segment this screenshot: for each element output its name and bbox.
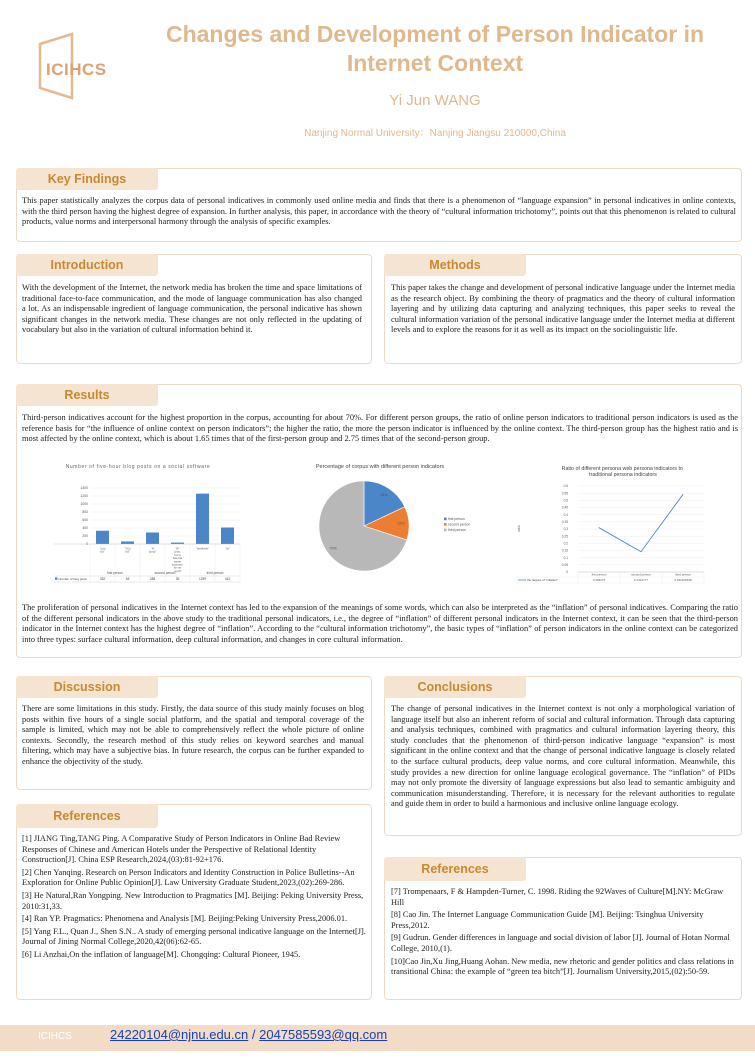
bar-mark (146, 532, 159, 544)
line-ytick-label: 0.6 (563, 484, 568, 489)
introduction-heading: Introduction (16, 254, 158, 276)
bar-value-label: 288 (149, 577, 156, 581)
results-heading: Results (16, 384, 158, 406)
discussion-text: There are some limitations in this study. Firstly, the data source of this study mainly focuses on blog posts within five hours of a single social platform, and the spatial and temporal coverage of the sample is limited, which may not be able to comprehensively reflect the whole picture of online contexts. Secondly, the research method of this study relies on keyword searches and manual filtering, which may have a subjective bias. In future research, the corpus can be further expanded to enhance the objectivity of the study. (22, 704, 364, 766)
line-ytick-label: 0.15 (561, 548, 568, 553)
bar-category-label (100, 547, 106, 554)
bar-category-label (172, 547, 183, 573)
reference-item: [10]Cao Jin,Xu Jing,Huang Aohan. New media, new rhetoric and gender politics and class relations in transitional China: the example of “green tea bitch”[J]. Journalism University,2015,(02):50-59. (391, 956, 734, 977)
pie-legend-label: third person (448, 528, 466, 532)
bar-group-label: third person (206, 571, 224, 575)
line-chart-ylabel: ratio (517, 525, 521, 532)
line-ytick-label: 0 (566, 570, 568, 575)
reference-item: [9] Gudrun. Gender differences in language and social division of labor [J]. Journal of Hotan Normal College, 2010,(1). (391, 933, 730, 953)
bar-category-label (225, 547, 229, 551)
bar-mark (96, 531, 109, 544)
bar-ytick-label: 800 (82, 510, 88, 515)
conclusions-text: The change of personal indicatives in the Internet context is not only a morphological variation of language itself but also an inherent reform of social and cultural information. Through data capturing and analysis techniques, combined with pragmatics and cultural information layering theory, this study concludes that the phenomenon of third-person indicative language “expansion” is most significant in the online context and that the change of personal indicative language is closely related to the surface cultural products, deep value norms, and core cultural information. Meanwhile, this study provides a new direction for online language ecological governance. The “inflation” of PIDs may not only promote the diversity of language expressions but also lead to semantic ambiguity and communication misunderstanding. Therefore, it is necessary for the relevant authorities to regulate and guide them in order to build a harmonious and inclusive online language ecology. (391, 704, 735, 809)
bar-ytick-label: 400 (82, 526, 88, 531)
bar-value-label: 332 (99, 577, 106, 581)
references-left-heading: References (16, 804, 158, 828)
reference-item: [2] Chen Yanqing. Research on Person Indicators and Identity Construction in Police Bulletins--An Exploration for Online Public Opinion[J]. Law University Graduate Student,2023,(02):269-286. (22, 867, 355, 888)
line-ytick-label: 0.2 (563, 541, 568, 546)
methods-text: This paper takes the change and development of personal indicative language under the Internet media as the research object. By combining the theory of pragmatics and the theory of cultural information layering and by utilizing data capturing and analyzing techniques, this paper seeks to reveal the cultural information variation of the personal indicative language under the Internet media at different levels and to explore the reasons for it as well as its impact on the sociolinguistic life. (391, 283, 735, 335)
bar-group-label: second person (154, 571, 176, 575)
bar-value-label: 1259 (198, 577, 207, 581)
line-ytick-label: 0.45 (561, 505, 568, 510)
bar-category-line: (you)” (148, 549, 157, 554)
bar-category-line: pronoun (172, 562, 183, 567)
key-findings-text: This paper statistically analyzes the corpus data of personal indicatives in commonly used online media and finds that there is a phenomenon of “language expansion” in personal indicatives in online contexts, with the third person having the highest degree of expansion. In further analysis, this paper, in accordance with the theory of “cultural information trichotomy”, points out that this phenomenon is related to cultural products, value norms and interpersonal harmony through the analysis of specific examples. (22, 196, 736, 227)
email-link-1[interactable]: 24220104@njnu.edu.cn (110, 1027, 249, 1042)
bar-category-line: “B” (175, 546, 180, 551)
bar-category-line: (you, (174, 549, 181, 554)
discussion-heading: Discussion (16, 676, 158, 698)
pie-value-label: 12% (397, 521, 405, 526)
reference-item: [1] JIANG Ting,TANG Ping. A Comparative Study of Person Indicators in Online Bad Review Responses of Chinese and American Hotels under the Perspective of Relational Identity Construction[J]. China ESP Research,2024,(03):81-92+176. (22, 834, 341, 865)
line-ytick-label: 0.3 (563, 527, 568, 532)
bar-category-line: “she/he/it” (196, 546, 209, 551)
bar-ytick-label: 0 (86, 542, 88, 547)
bar-ytick-label: 200 (82, 534, 88, 539)
pie-legend-swatch (444, 518, 447, 521)
pie-legend-label: first person (448, 517, 465, 521)
line-series-name: the degree of “inflation” (527, 578, 558, 582)
reference-item: [8] Cao Jin. The Internet Language Communication Guide [M]. Beijing: Tsinghua University Press,2012. (391, 910, 704, 930)
footer-contact (110, 1027, 387, 1042)
line-category-label: first person (591, 572, 607, 577)
line-point (599, 527, 600, 528)
references-right-heading: References (384, 857, 526, 881)
line-ytick-label: 0.25 (561, 534, 568, 539)
line-series (599, 494, 683, 551)
line-ytick-label: 0.4 (563, 512, 568, 517)
footer-brand: ICIHCS (38, 1031, 72, 1042)
line-ytick-label: 0.1 (563, 555, 568, 560)
key-findings-heading: Key Findings (16, 168, 158, 190)
line-ytick-label: 0.05 (561, 562, 568, 567)
line-value-label: 0.541166548 (674, 578, 692, 582)
inflation-ratio-line-chart (508, 458, 714, 590)
bar-ytick-label: 1400 (80, 486, 88, 491)
person-share-pie-chart (292, 458, 492, 590)
email-separator: / (248, 1027, 260, 1042)
line-ytick-label: 0.55 (561, 491, 568, 496)
reference-item: [7] Trompenaars, F & Hampden-Turner, C. 1998. Riding the 92Waves of Culture[M].NY: McGraw Hill (391, 887, 724, 907)
pie-legend-swatch (444, 523, 447, 526)
bar-category-line: “YCs (124, 546, 131, 551)
bar-category-line: for an (173, 565, 182, 570)
bar-category-line: “end”) (173, 568, 182, 573)
introduction-text: With the development of the Internet, the network media has broken the time and space limitations of traditional face-to-face communication, and the mode of language communication has also changed a lot. As an indispensable ingredient of language communication, the personal indicative has shown significant changes in the network media. These changes are not only reflected in the updating of vocabulary but also in the variation of cultural information behind it. (22, 283, 362, 335)
conclusions-heading: Conclusions (384, 676, 526, 698)
email-link-2[interactable]: 2047585593@qq.com (259, 1027, 388, 1042)
bar-legend-swatch (55, 577, 57, 579)
bar-ytick-label: 1200 (80, 494, 88, 499)
bar-category-line: has the (172, 556, 183, 561)
bar-category-line: but it (174, 552, 181, 557)
references-right-list (391, 887, 735, 980)
pie-value-label: 70% (329, 546, 337, 551)
methods-heading: Methods (384, 254, 526, 276)
pie-chart-title: Percentage of corpus with different person indicators (315, 464, 445, 470)
bar-category-line: (s)” (125, 549, 130, 554)
bar-mark (196, 494, 209, 544)
affiliation: Nanjing Normal University：Nanjing Jiangsu 210000,China (304, 128, 566, 139)
bar-category-line: “N (150, 546, 155, 551)
bar-group-label: first person (107, 571, 123, 575)
bar-mark (221, 528, 234, 544)
pie-legend-label: second person (448, 522, 471, 527)
line-category-label: second person (631, 572, 651, 577)
bar-category-line: (s)” (100, 549, 105, 554)
reference-item: [5] Yang F.L., Quan J., Shen S.N.. A study of emerging personal indicative language on the Internet[J]. Journal of Jining Normal College,2020,42(06):62-65. (22, 926, 366, 947)
results-text-2: The proliferation of personal indicatives in the Internet context has led to the expansion of the meanings of some words, which can also be interpreted as the “inflation” of personal indicatives. Comparing the ratio of the different personal indicators in the above study to the traditional personal indicators, i.e., the degree of “inflation” of different personal indicators in the Internet context, it can be seen that the third-person indicator in the Internet context has the highest degree of “inflation”. According to the “cultural information trichotomy”, the basic types of “inflation” of person indicators in the online context can be categorized into three types: surface cultural information, deep cultural information, and changes in core cultural information. (22, 603, 738, 644)
reference-item: [4] Ran YP. Pragmatics: Phenomena and Analysis [M]. Beijing:Peking University Press,2006.01. (22, 914, 348, 924)
bar-category-label (124, 547, 131, 554)
line-chart-title-line1: Ratio of different persona web persona indicators to (561, 466, 683, 472)
author-name: Yi Jun WANG (389, 92, 481, 109)
conference-logo (32, 30, 118, 102)
bar-chart-title: Number of five-hour blog posts on a social software (65, 464, 211, 470)
poster-title: Changes and Development of Person Indicator in Internet Context (165, 21, 705, 76)
pie-legend-swatch (444, 529, 447, 532)
bar-category-label (196, 547, 209, 551)
references-left-list (22, 834, 366, 963)
line-point (683, 494, 684, 495)
line-chart-title-line2: traditional persona indicators (589, 472, 657, 478)
results-text-1: Third-person indicatives account for the highest proportion in the corpus, accounting for about 70%. For different person groups, the ratio of online person indicators to traditional person indicators is used as the reference basis for “the influence of online context on person indicators”; the higher the ratio, the more the person indicator is influenced by the online context. The third-person group has the highest ratio and is most affected by the online context, which is about 1.65 times that of the first-person group and 2.75 times that of the second-person group. (22, 413, 738, 444)
line-ytick-label: 0.5 (563, 498, 568, 503)
bar-mark (171, 543, 184, 544)
line-ytick-label: 0.35 (561, 519, 568, 524)
bar-value-label: 35 (175, 577, 180, 581)
line-value-label: 0.1414777 (633, 578, 649, 582)
line-value-label: 0.309175 (592, 578, 606, 582)
reference-item: [6] Li Anzhai,On the inflation of language[M]. Chongqing: Cultural Pioneer, 1945. (22, 949, 301, 959)
bar-value-label: 412 (224, 577, 231, 581)
line-category-label: third person (675, 572, 691, 577)
bar-ytick-label: 1000 (80, 502, 88, 507)
bar-ytick-label: 600 (82, 518, 88, 523)
bar-category-line: same (173, 559, 182, 564)
blog-post-bar-chart (48, 458, 248, 590)
bar-category-line: “you (99, 546, 106, 551)
bar-mark (121, 541, 134, 544)
line-point (641, 551, 642, 552)
bar-value-label: 63 (125, 577, 130, 581)
bar-series-name: Number of blog posts (58, 577, 88, 581)
pie-value-label: 18% (380, 492, 388, 497)
line-chart-title (562, 466, 685, 478)
bar-category-label (149, 547, 157, 554)
bar-category-line: “ta” (225, 546, 230, 551)
logo-text: ICIHCS (46, 60, 107, 79)
reference-item: [3] He Natural,Ran Yongping. New Introduction to Pragmatics [M]. Beijing: Peking University Press, 2010:31,33. (22, 890, 364, 911)
